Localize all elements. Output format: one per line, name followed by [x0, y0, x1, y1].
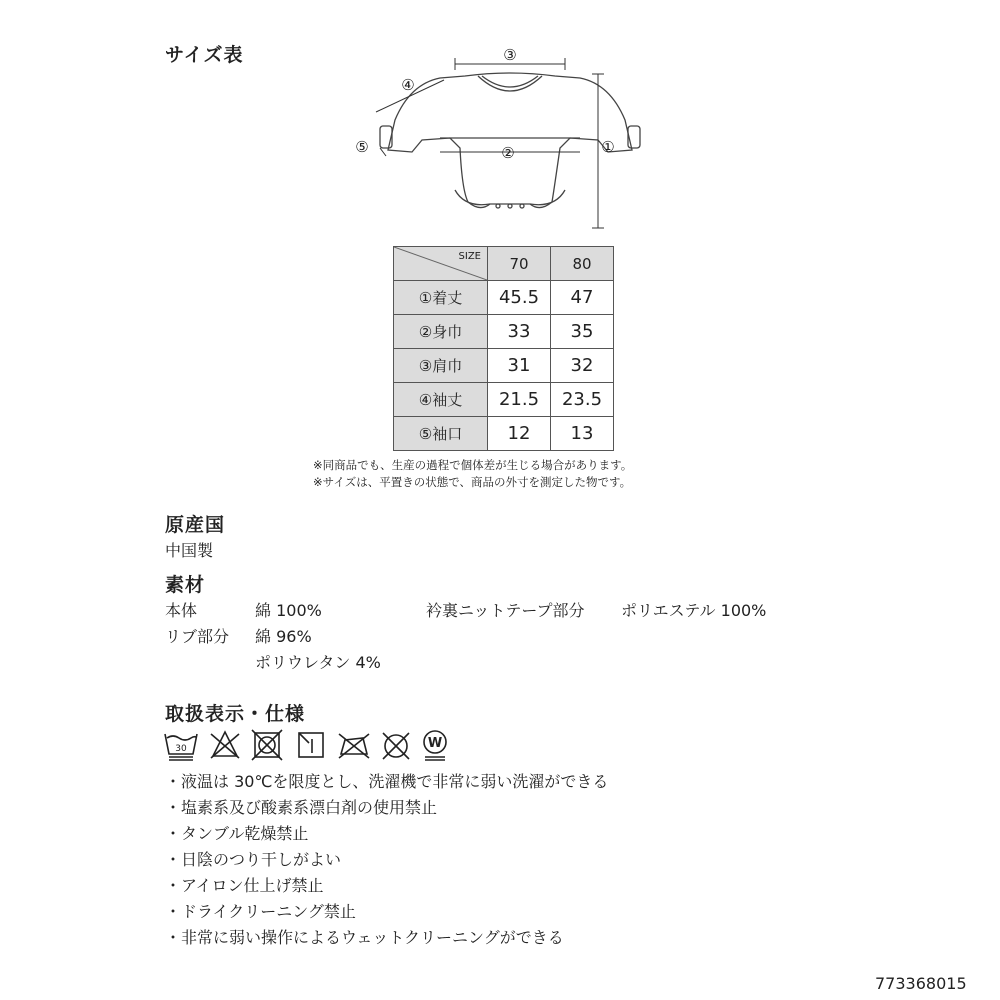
material-content: 綿 96% [255, 627, 312, 646]
label-cuff: ⑤ [355, 138, 369, 156]
care-line: ・非常に弱い操作によるウェットクリーニングができる [165, 928, 564, 947]
material-part: リブ部分 [165, 627, 230, 646]
label-body-width: ② [501, 144, 515, 162]
wash-temp-text: 30 [175, 744, 187, 754]
size-col-header: 80 [551, 247, 614, 281]
cell-value: 47 [551, 281, 614, 315]
care-line: ・タンブル乾燥禁止 [165, 824, 309, 843]
garment-diagram [340, 40, 660, 240]
shade-line-dry-icon [299, 733, 323, 757]
cell-value: 12 [488, 417, 551, 451]
care-heading: 取扱表示・仕様 [165, 703, 306, 725]
size-table [393, 246, 614, 451]
cell-value: 35 [551, 315, 614, 349]
cell-value: 32 [551, 349, 614, 383]
size-table-corner [394, 247, 488, 281]
material-extra-content: ポリエステル 100% [621, 601, 767, 620]
material-heading: 素材 [165, 574, 206, 596]
collar [478, 76, 542, 91]
label-sleeve: ④ [401, 76, 415, 94]
care-line: ・液温は 30℃を限度とし、洗濯機で非常に弱い洗濯ができる [165, 772, 609, 791]
table-row [394, 383, 614, 417]
label-length: ① [601, 138, 615, 156]
cell-value: 13 [551, 417, 614, 451]
origin-value: 中国製 [165, 541, 214, 560]
material-content: 綿 100% [255, 601, 322, 620]
no-bleach-icon [211, 732, 239, 758]
wet-clean-letter: W [427, 736, 443, 751]
note-line: ※同商品でも、生産の過程で個体差が生じる場合があります。 [313, 458, 633, 472]
care-line: ・ドライクリーニング禁止 [165, 902, 356, 921]
row-label: ③肩巾 [394, 349, 488, 383]
origin-heading: 原産国 [165, 514, 226, 536]
size-col-header: 70 [488, 247, 551, 281]
cell-value: 45.5 [488, 281, 551, 315]
care-line: ・塩素系及び酸素系漂白剤の使用禁止 [165, 798, 438, 817]
material-part: 本体 [165, 601, 198, 620]
material-extra-part: 衿裏ニットテープ部分 [426, 601, 585, 620]
table-row [394, 281, 614, 315]
size-corner-label: SIZE [458, 251, 481, 262]
wash-30-gentle-icon [165, 734, 197, 760]
table-row [394, 315, 614, 349]
material-content: ポリウレタン 4% [255, 653, 381, 672]
note-line: ※サイズは、平置きの状態で、商品の外寸を測定した物です。 [313, 475, 632, 489]
row-label: ②身巾 [394, 315, 488, 349]
care-line: ・日陰のつり干しがよい [165, 850, 342, 869]
label-shoulder: ③ [503, 46, 517, 64]
row-label: ①着丈 [394, 281, 488, 315]
cell-value: 33 [488, 315, 551, 349]
garment-outline [388, 73, 632, 208]
cell-value: 31 [488, 349, 551, 383]
row-label: ⑤袖口 [394, 417, 488, 451]
product-code: 773368015 [875, 974, 967, 993]
cell-value: 23.5 [551, 383, 614, 417]
no-tumble-dry-icon [252, 730, 282, 760]
no-dry-clean-icon [383, 733, 409, 759]
size-chart-heading: サイズ表 [165, 44, 244, 66]
care-icons [163, 726, 463, 762]
cell-value: 21.5 [488, 383, 551, 417]
wet-clean-icon [424, 731, 446, 760]
table-row [394, 349, 614, 383]
care-line: ・アイロン仕上げ禁止 [165, 876, 324, 895]
table-row [394, 417, 614, 451]
no-iron-icon [339, 734, 369, 758]
row-label: ④袖丈 [394, 383, 488, 417]
